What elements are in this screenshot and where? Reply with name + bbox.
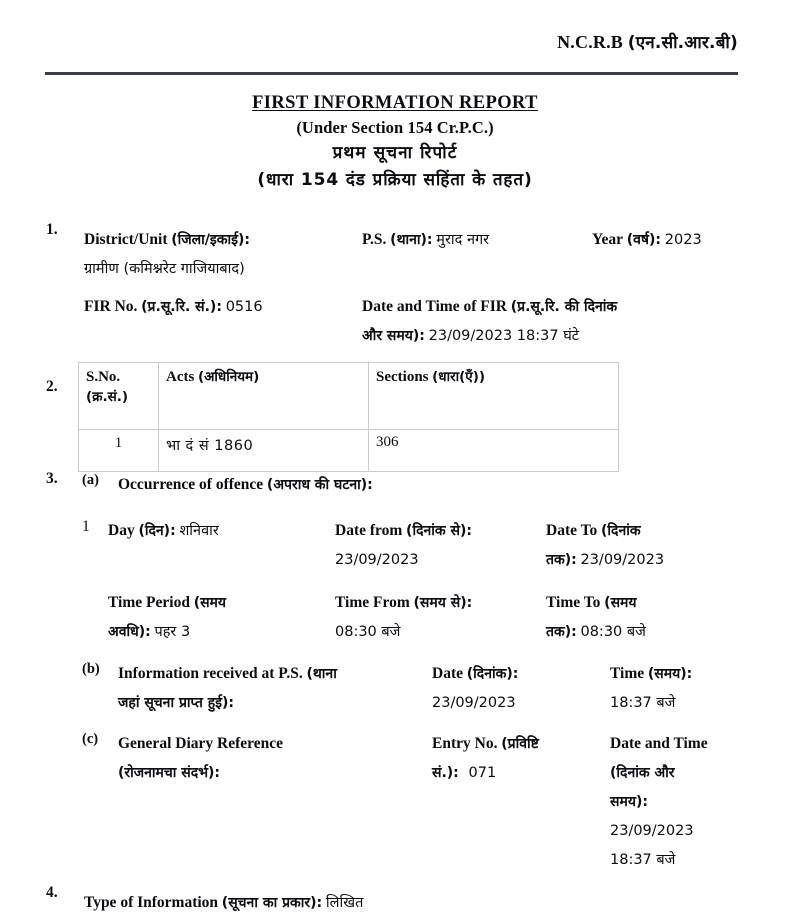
field-police-station bbox=[362, 225, 489, 255]
section-3b-letter: (b) bbox=[82, 661, 100, 677]
day-value: शनिवार bbox=[179, 523, 219, 539]
field-information-received bbox=[118, 659, 418, 718]
section-3a-letter: (a) bbox=[82, 472, 99, 488]
district-label-en: District/Unit bbox=[84, 231, 168, 248]
field-time-from bbox=[335, 588, 535, 647]
column-header-acts bbox=[159, 363, 369, 430]
ps-label-en: P.S. bbox=[362, 231, 387, 248]
column-header-sno-hi: (क्र.सं.) bbox=[86, 389, 129, 406]
field-info-date bbox=[432, 659, 592, 718]
gd-datetime-date: 23/09/2023 bbox=[610, 823, 694, 839]
year-label-en: Year bbox=[592, 231, 623, 248]
field-info-time bbox=[610, 659, 770, 718]
acts-sections-table bbox=[78, 362, 619, 472]
type-info-label-en: Type of Information bbox=[84, 894, 219, 911]
time-to-label-hi-2: तक): bbox=[546, 624, 577, 640]
fir-datetime-value: 23/09/2023 18:37 घंटे bbox=[428, 328, 580, 344]
occurrence-row-index bbox=[82, 512, 90, 542]
ps-label-hi: (थाना): bbox=[390, 232, 433, 248]
fir-no-label-en: FIR No. bbox=[84, 298, 138, 315]
date-to-label-en: Date To bbox=[546, 522, 598, 539]
page-title-hi: प्रथम सूचना रिपोर्ट bbox=[332, 142, 458, 163]
field-year bbox=[592, 225, 702, 255]
info-received-label-hi-2: जहां सूचना प्राप्त हुई): bbox=[118, 695, 235, 711]
year-value: 2023 bbox=[664, 232, 702, 248]
fir-no-value: 0516 bbox=[225, 299, 263, 315]
type-info-label-hi: (सूचना का प्रकार): bbox=[221, 895, 323, 911]
field-gd-datetime bbox=[610, 729, 775, 875]
date-from-label-hi: (दिनांक से): bbox=[406, 523, 472, 539]
page-title: FIRST INFORMATION REPORT bbox=[252, 93, 538, 113]
fir-datetime-label-en: Date and Time of FIR bbox=[362, 298, 507, 315]
date-from-label-en: Date from bbox=[335, 522, 403, 539]
gd-ref-label-hi: (रोजनामचा संदर्भ): bbox=[118, 765, 221, 781]
gd-datetime-time: 18:37 बजे bbox=[610, 852, 676, 868]
cell-sno: 1 bbox=[79, 430, 159, 472]
gd-ref-label-en: General Diary Reference bbox=[118, 735, 283, 752]
info-time-label-en: Time bbox=[610, 665, 645, 682]
fir-no-label-hi: (प्र.सू.रि. सं.): bbox=[141, 299, 222, 315]
day-label-hi: (दिन): bbox=[138, 523, 176, 539]
time-from-label-en: Time From bbox=[335, 594, 410, 611]
column-header-sections bbox=[369, 363, 619, 430]
section-3c-letter: (c) bbox=[82, 731, 99, 747]
ncrb-header-en: N.C.R.B bbox=[557, 32, 624, 52]
field-type-of-information bbox=[84, 888, 363, 918]
time-to-label-hi-1: (समय bbox=[604, 595, 637, 611]
ncrb-header bbox=[45, 30, 738, 53]
column-header-acts-hi: (अधिनियम) bbox=[197, 369, 260, 385]
gd-datetime-label-hi-1: (दिनांक और bbox=[610, 765, 675, 781]
section-3-number: 3. bbox=[46, 470, 58, 487]
cell-act: भा दं सं 1860 bbox=[159, 430, 369, 472]
info-received-label-hi-1: (थाना bbox=[306, 666, 337, 682]
info-received-label-en: Information received at P.S. bbox=[118, 665, 303, 682]
date-to-value: 23/09/2023 bbox=[580, 552, 665, 568]
field-date-to bbox=[546, 516, 756, 575]
entry-no-value: 071 bbox=[468, 765, 497, 781]
cell-section: 306 bbox=[369, 430, 619, 472]
table-header-row bbox=[79, 363, 619, 430]
district-value: ग्रामीण (कमिश्नरेट गाजियाबाद) bbox=[84, 261, 245, 277]
section-2-number: 2. bbox=[46, 378, 58, 395]
ps-value: मुराद नगर bbox=[436, 232, 490, 248]
column-header-sno bbox=[79, 363, 159, 430]
time-period-value: पहर 3 bbox=[154, 624, 191, 640]
field-day bbox=[108, 516, 219, 546]
column-header-acts-en: Acts bbox=[166, 369, 195, 385]
info-date-value: 23/09/2023 bbox=[432, 695, 516, 711]
type-info-value: लिखित bbox=[325, 895, 364, 911]
field-entry-no bbox=[432, 729, 597, 788]
entry-no-label-hi-1: (प्रविष्टि bbox=[501, 736, 539, 752]
entry-no-label-hi-2: सं.): bbox=[432, 765, 459, 781]
time-from-value: 08:30 बजे bbox=[335, 624, 401, 640]
column-header-sections-en: Sections bbox=[376, 369, 429, 385]
page-subtitle-en: (Under Section 154 Cr.P.C.) bbox=[296, 117, 494, 137]
date-from-value: 23/09/2023 bbox=[335, 552, 419, 568]
time-period-label-hi-1: (समय bbox=[193, 595, 227, 611]
header-divider bbox=[45, 72, 738, 75]
occurrence-row-index-value: 1 bbox=[82, 518, 90, 535]
field-occurrence-of-offence bbox=[118, 470, 373, 500]
field-time-to bbox=[546, 588, 756, 647]
fir-datetime-label-hi-1: (प्र.सू.रि. की दिनांक bbox=[510, 299, 618, 315]
info-time-value: 18:37 बजे bbox=[610, 695, 676, 711]
field-date-from bbox=[335, 516, 535, 575]
ncrb-header-hi: (एन.सी.आर.बी) bbox=[627, 33, 738, 53]
field-district-unit bbox=[84, 225, 359, 284]
info-date-label-en: Date bbox=[432, 665, 463, 682]
page-subtitle-hi: (धारा 154 दंड प्रक्रिया सहिंता के तहत) bbox=[257, 169, 533, 190]
field-general-diary-reference bbox=[118, 729, 418, 788]
gd-datetime-label-hi-2: समय): bbox=[610, 794, 648, 810]
gd-datetime-label-en: Date and Time bbox=[610, 735, 708, 752]
occurrence-label-hi: (अपराध की घटना): bbox=[266, 477, 373, 493]
section-4-number: 4. bbox=[46, 884, 58, 901]
date-to-label-hi-1: (दिनांक bbox=[601, 523, 641, 539]
field-time-period bbox=[108, 588, 318, 647]
year-label-hi: (वर्ष): bbox=[626, 232, 662, 248]
occurrence-label-en: Occurrence of offence bbox=[118, 476, 264, 493]
section-1-number: 1. bbox=[46, 221, 58, 238]
time-from-label-hi: (समय से): bbox=[413, 595, 473, 611]
entry-no-label-en: Entry No. bbox=[432, 735, 498, 752]
time-period-label-hi-2: अवधि): bbox=[108, 624, 151, 640]
date-to-label-hi-2: तक): bbox=[546, 552, 577, 568]
time-to-value: 08:30 बजे bbox=[580, 624, 646, 640]
day-label-en: Day bbox=[108, 522, 135, 539]
field-fir-no bbox=[84, 292, 263, 322]
time-to-label-en: Time To bbox=[546, 594, 601, 611]
column-header-sections-hi: (धारा(एँ)) bbox=[432, 369, 486, 385]
info-date-label-hi: (दिनांक): bbox=[466, 666, 519, 682]
column-header-sno-en: S.No. bbox=[86, 369, 121, 385]
field-fir-datetime bbox=[362, 292, 742, 351]
document-title-block bbox=[0, 92, 790, 194]
time-period-label-en: Time Period bbox=[108, 594, 190, 611]
district-label-hi: (जिला/इकाई): bbox=[171, 232, 251, 248]
info-time-label-hi: (समय): bbox=[647, 666, 693, 682]
fir-datetime-label-hi-2: और समय): bbox=[362, 328, 425, 344]
table-row bbox=[79, 430, 619, 472]
